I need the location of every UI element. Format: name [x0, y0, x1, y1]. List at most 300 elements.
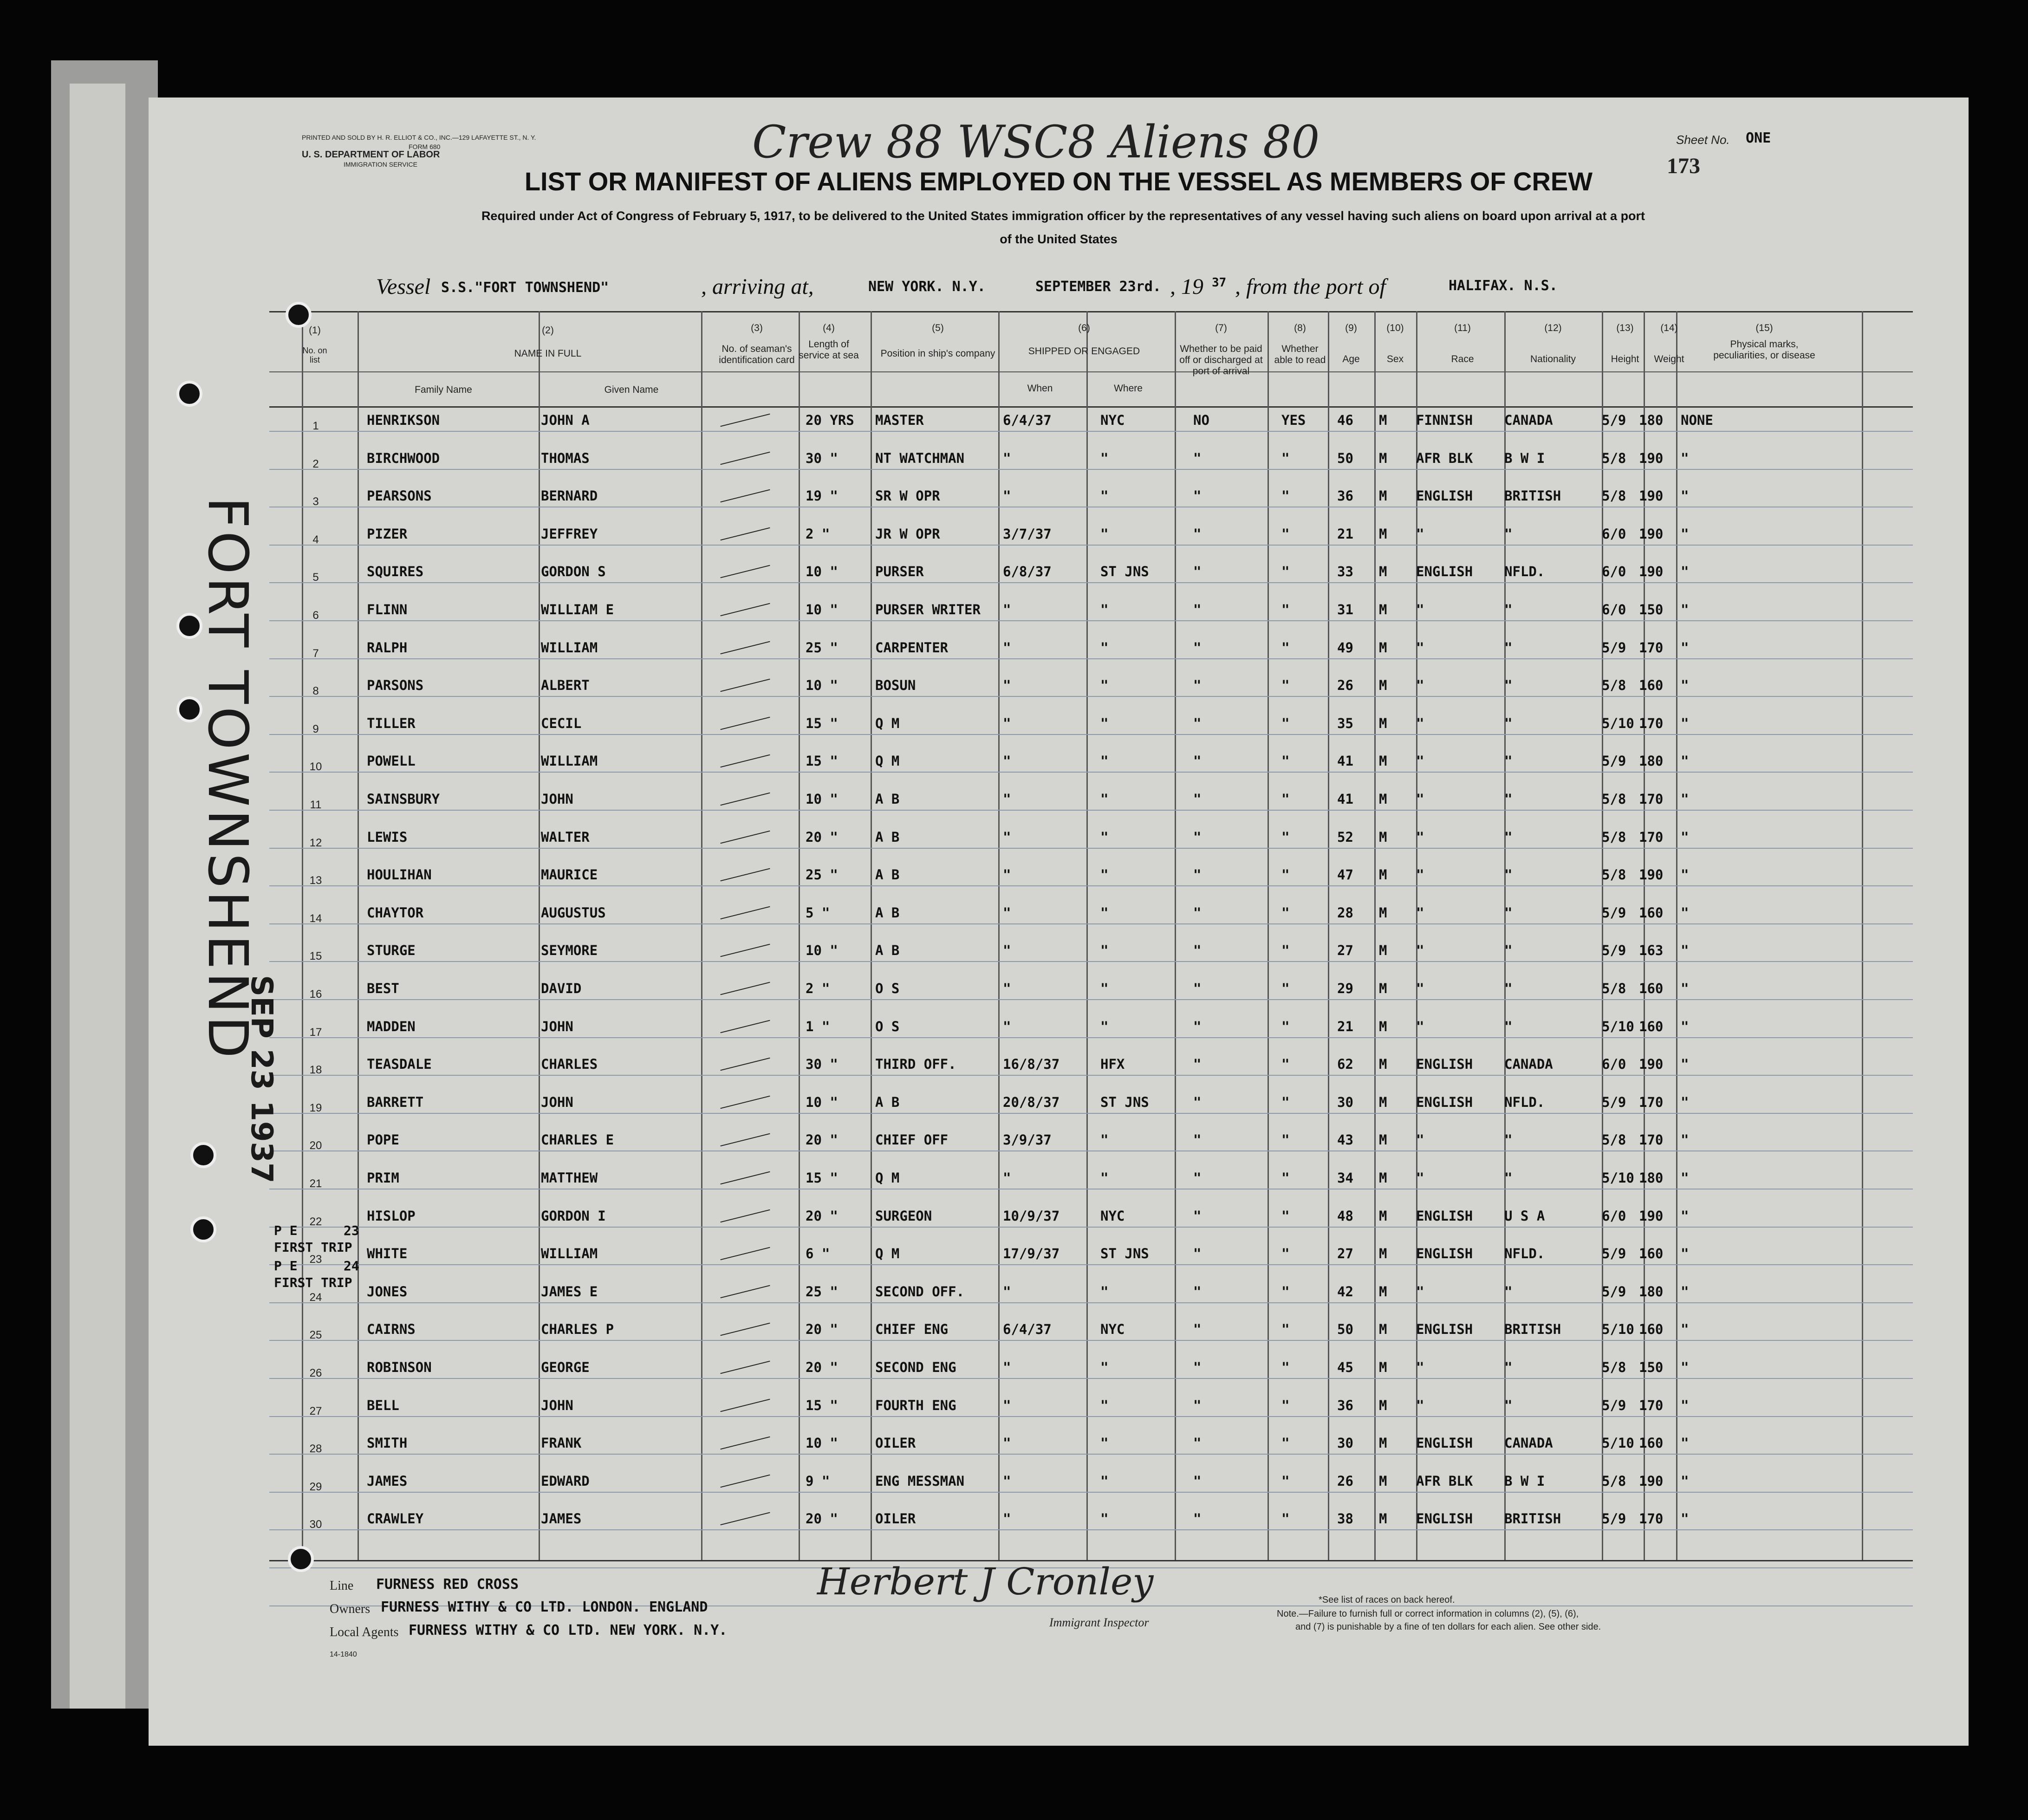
row-number: 16 — [309, 988, 322, 1001]
cell-height: 5/8 — [1602, 1359, 1626, 1375]
cell-marks: " — [1681, 904, 1689, 921]
cell-height: 5/9 — [1602, 412, 1626, 428]
cell-family: BARRETT — [367, 1094, 424, 1110]
cell-service: 25 " — [806, 867, 838, 883]
row-number: 8 — [312, 685, 319, 698]
id-card-mark — [720, 1133, 770, 1147]
inspector-label: Immigrant Inspector — [1049, 1616, 1149, 1629]
cell-age: 27 — [1337, 942, 1353, 959]
col11-header: Race — [1451, 354, 1474, 364]
id-card-mark — [720, 1020, 770, 1033]
cell-sex: M — [1379, 904, 1387, 921]
cell-nationality: " — [1504, 677, 1513, 694]
cell-sex: M — [1379, 1208, 1387, 1224]
cell-read: " — [1281, 715, 1290, 731]
cell-race: " — [1416, 904, 1424, 921]
row-rule — [269, 545, 1913, 546]
cell-read: " — [1281, 942, 1290, 959]
cell-paid: " — [1193, 1511, 1202, 1527]
cell-age: 50 — [1337, 450, 1353, 466]
cell-given: THOMAS — [541, 450, 590, 466]
cell-weight: 160 — [1639, 904, 1664, 921]
cell-age: 29 — [1337, 981, 1353, 996]
cell-given: JAMES — [541, 1511, 582, 1527]
id-card-mark — [720, 414, 770, 427]
id-card-mark — [720, 830, 770, 844]
cell-service: 25 " — [806, 1283, 838, 1300]
cell-family: BELL — [367, 1397, 399, 1413]
cell-family: PIZER — [367, 526, 408, 542]
cell-paid: " — [1193, 1359, 1202, 1375]
cell-where: " — [1100, 677, 1109, 694]
cell-race: " — [1416, 1018, 1424, 1034]
page-title: LIST OR MANIFEST OF ALIENS EMPLOYED ON THE VESSEL AS MEMBERS OF CREW — [524, 167, 1593, 196]
cell-height: 5/10 — [1602, 1170, 1634, 1186]
cell-where: " — [1100, 1359, 1109, 1375]
cell-where: " — [1100, 1473, 1109, 1489]
column-rule — [1086, 311, 1088, 1560]
cell-weight: 163 — [1639, 942, 1664, 959]
cell-race: ENGLISH — [1416, 1208, 1473, 1224]
cell-service: 15 " — [806, 753, 838, 769]
cell-given: WILLIAM — [541, 639, 598, 656]
cell-when: 6/4/37 — [1003, 412, 1052, 428]
cell-paid: " — [1193, 488, 1202, 504]
fine-note-1: Note.—Failure to furnish full or correct information in columns (2), (5), (6), — [1277, 1609, 1579, 1619]
cell-nationality: " — [1504, 639, 1513, 656]
row-rule — [269, 1075, 1913, 1076]
cell-age: 33 — [1337, 564, 1353, 580]
id-card-mark — [720, 944, 770, 957]
cell-height: 5/9 — [1602, 904, 1626, 921]
cell-read: " — [1281, 1170, 1290, 1186]
cell-given: GORDON S — [541, 564, 606, 580]
cell-read: " — [1281, 1132, 1290, 1148]
cell-height: 5/9 — [1602, 753, 1626, 769]
col15-number: (15) — [1755, 323, 1773, 333]
cell-age: 21 — [1337, 526, 1353, 542]
row-number: 22 — [309, 1215, 322, 1228]
cell-age: 21 — [1337, 1018, 1353, 1034]
cell-given: JOHN A — [541, 412, 590, 428]
cell-given: JOHN — [541, 1094, 573, 1110]
cell-when: " — [1003, 1170, 1011, 1186]
cell-weight: 170 — [1639, 791, 1664, 807]
cell-paid: " — [1193, 1435, 1202, 1451]
margin-note-first-trip-24: FIRST TRIP — [274, 1275, 352, 1290]
cell-family: HISLOP — [367, 1208, 416, 1224]
cell-position: THIRD OFF. — [875, 1056, 956, 1072]
cell-age: 47 — [1337, 867, 1353, 883]
col8-header: Whether able to read — [1274, 344, 1326, 365]
where-header: Where — [1114, 383, 1143, 394]
id-card-mark — [720, 641, 770, 654]
cell-height: 5/10 — [1602, 1435, 1634, 1451]
cell-read: " — [1281, 564, 1290, 580]
cell-nationality: NFLD. — [1504, 1246, 1545, 1262]
cell-nationality: CANADA — [1504, 412, 1553, 428]
cell-family: ROBINSON — [367, 1359, 432, 1375]
cell-service: 19 " — [806, 488, 838, 504]
vessel-name: S.S."FORT TOWNSHEND" — [441, 280, 609, 296]
binder-hole — [288, 1546, 314, 1572]
cell-height: 5/8 — [1602, 829, 1626, 845]
cell-age: 62 — [1337, 1056, 1353, 1072]
cell-position: Q M — [875, 1170, 900, 1186]
margin-note-num-23: 23 — [344, 1223, 359, 1238]
cell-read: " — [1281, 1397, 1290, 1413]
cell-position: SR W OPR — [875, 488, 940, 504]
cell-when: 16/8/37 — [1003, 1056, 1060, 1072]
cell-nationality: " — [1504, 829, 1513, 845]
cell-where: ST JNS — [1100, 1094, 1149, 1110]
cell-paid: " — [1193, 564, 1202, 580]
cell-position: A B — [875, 791, 900, 807]
row-rule — [269, 469, 1913, 470]
cell-sex: M — [1379, 1359, 1387, 1375]
cell-service: 30 " — [806, 1056, 838, 1072]
cell-nationality: " — [1504, 1170, 1513, 1186]
cell-paid: " — [1193, 1473, 1202, 1489]
cell-paid: " — [1193, 1132, 1202, 1148]
cell-race: " — [1416, 981, 1424, 996]
cell-height: 6/0 — [1602, 602, 1626, 618]
cell-weight: 190 — [1639, 1056, 1664, 1072]
cell-where: " — [1100, 1018, 1109, 1034]
cell-sex: M — [1379, 1283, 1387, 1300]
cell-sex: M — [1379, 1094, 1387, 1110]
cell-service: 20 " — [806, 829, 838, 845]
cell-sex: M — [1379, 1018, 1387, 1034]
col6-number: (6) — [1078, 323, 1090, 333]
cell-nationality: " — [1504, 602, 1513, 618]
cell-sex: M — [1379, 1511, 1387, 1527]
row-number: 24 — [309, 1291, 322, 1304]
col3-header: No. of seaman's identification card — [719, 344, 795, 365]
column-rule — [871, 311, 872, 1560]
cell-service: 15 " — [806, 1170, 838, 1186]
cell-height: 5/9 — [1602, 639, 1626, 656]
cell-service: 10 " — [806, 602, 838, 618]
agents-value: FURNESS WITHY & CO LTD. NEW YORK. N.Y. — [409, 1622, 728, 1638]
cell-marks: " — [1681, 715, 1689, 731]
binder-hole — [190, 1216, 216, 1242]
row-number: 29 — [309, 1480, 322, 1493]
id-card-mark — [720, 1398, 770, 1412]
cell-family: RALPH — [367, 639, 408, 656]
cell-when: " — [1003, 450, 1011, 466]
cell-read: " — [1281, 1018, 1290, 1034]
col6-header: SHIPPED OR ENGAGED — [1028, 346, 1140, 357]
cell-height: 5/10 — [1602, 1018, 1634, 1034]
cell-service: 25 " — [806, 639, 838, 656]
id-card-mark — [720, 982, 770, 995]
cell-sex: M — [1379, 981, 1387, 996]
cell-height: 5/10 — [1602, 715, 1634, 731]
row-number: 21 — [309, 1177, 322, 1190]
cell-service: 20 " — [806, 1359, 838, 1375]
cell-weight: 170 — [1639, 1397, 1664, 1413]
cell-weight: 180 — [1639, 1170, 1664, 1186]
cell-when: " — [1003, 867, 1011, 883]
cell-read: " — [1281, 867, 1290, 883]
cell-sex: M — [1379, 564, 1387, 580]
binder-hole — [286, 302, 312, 328]
cell-given: AUGUSTUS — [541, 904, 606, 921]
cell-read: " — [1281, 1473, 1290, 1489]
arrival-date: SEPTEMBER 23rd. — [1035, 279, 1161, 295]
cell-height: 5/9 — [1602, 942, 1626, 959]
cell-read: " — [1281, 639, 1290, 656]
cell-family: POPE — [367, 1132, 399, 1148]
cell-age: 36 — [1337, 1397, 1353, 1413]
cell-given: CECIL — [541, 715, 582, 731]
cell-service: 10 " — [806, 791, 838, 807]
cell-marks: " — [1681, 1246, 1689, 1262]
cell-where: " — [1100, 1511, 1109, 1527]
cell-when: " — [1003, 488, 1011, 504]
column-rule — [998, 311, 1000, 1560]
cell-sex: M — [1379, 1397, 1387, 1413]
cell-read: " — [1281, 1094, 1290, 1110]
cell-marks: " — [1681, 677, 1689, 694]
cell-when: " — [1003, 981, 1011, 996]
row-number: 30 — [309, 1518, 322, 1531]
cell-given: CHARLES — [541, 1056, 598, 1072]
cell-race: " — [1416, 829, 1424, 845]
cell-race: FINNISH — [1416, 412, 1473, 428]
cell-sex: M — [1379, 450, 1387, 466]
cell-paid: " — [1193, 791, 1202, 807]
owners-label: Owners — [330, 1602, 370, 1616]
col1-header: No. on list — [302, 346, 327, 364]
cell-marks: " — [1681, 450, 1689, 466]
cell-age: 36 — [1337, 488, 1353, 504]
cell-height: 5/9 — [1602, 1397, 1626, 1413]
id-card-mark — [720, 527, 770, 541]
cell-age: 30 — [1337, 1435, 1353, 1451]
col14-header: Weight — [1654, 354, 1684, 364]
cell-read: " — [1281, 526, 1290, 542]
sheet-label: Sheet No. — [1676, 133, 1730, 147]
margin-note-num-24: 24 — [344, 1258, 359, 1274]
cell-sex: M — [1379, 867, 1387, 883]
table-top-rule — [269, 311, 1913, 312]
cell-age: 26 — [1337, 677, 1353, 694]
cell-marks: " — [1681, 1283, 1689, 1300]
cell-read: " — [1281, 1435, 1290, 1451]
cell-family: BIRCHWOOD — [367, 450, 440, 466]
cell-age: 45 — [1337, 1359, 1353, 1375]
cell-marks: " — [1681, 1473, 1689, 1489]
cell-service: 15 " — [806, 1397, 838, 1413]
year-prefix: , 19 — [1170, 274, 1203, 299]
cell-marks: NONE — [1681, 412, 1713, 428]
cell-read: " — [1281, 753, 1290, 769]
cell-age: 42 — [1337, 1283, 1353, 1300]
cell-where: NYC — [1100, 1208, 1125, 1224]
cell-weight: 190 — [1639, 1473, 1664, 1489]
cell-family: LEWIS — [367, 829, 408, 845]
cell-read: " — [1281, 1246, 1290, 1262]
cell-position: Q M — [875, 715, 900, 731]
agents-label: Local Agents — [330, 1625, 399, 1639]
cell-read: " — [1281, 981, 1290, 996]
margin-note-pe-23: P E — [274, 1223, 298, 1238]
printer-line: PRINTED AND SOLD BY H. R. ELLIOT & CO., INC.—129 LAFAYETTE ST., N. Y. — [302, 134, 536, 141]
cell-marks: " — [1681, 829, 1689, 845]
cell-when: 17/9/37 — [1003, 1246, 1060, 1262]
cell-family: WHITE — [367, 1246, 408, 1262]
cell-family: PARSONS — [367, 677, 424, 694]
cell-position: CHIEF OFF — [875, 1132, 949, 1148]
cell-read: " — [1281, 450, 1290, 466]
form-code: 14-1840 — [330, 1651, 357, 1658]
cell-position: SECOND ENG — [875, 1359, 956, 1375]
cell-weight: 190 — [1639, 450, 1664, 466]
cell-weight: 180 — [1639, 412, 1664, 428]
cell-given: JAMES E — [541, 1283, 598, 1300]
cell-when: " — [1003, 942, 1011, 959]
col10-number: (10) — [1386, 323, 1404, 333]
cell-given: WILLIAM E — [541, 602, 614, 618]
cell-nationality: BRITISH — [1504, 488, 1561, 504]
id-card-mark — [720, 1247, 770, 1261]
cell-when: " — [1003, 602, 1011, 618]
cell-paid: " — [1193, 904, 1202, 921]
cell-marks: " — [1681, 791, 1689, 807]
cell-weight: 180 — [1639, 753, 1664, 769]
cell-when: " — [1003, 1511, 1011, 1527]
binder-hole — [190, 1142, 216, 1168]
row-number: 13 — [309, 874, 322, 887]
cell-when: " — [1003, 639, 1011, 656]
cell-position: CARPENTER — [875, 639, 949, 656]
cell-family: STURGE — [367, 942, 416, 959]
cell-marks: " — [1681, 1435, 1689, 1451]
arriving-label: , arriving at, — [701, 274, 814, 299]
cell-race: ENGLISH — [1416, 1321, 1473, 1338]
cell-read: " — [1281, 488, 1290, 504]
col11-number: (11) — [1454, 323, 1471, 333]
cell-race: " — [1416, 753, 1424, 769]
cell-read: " — [1281, 677, 1290, 694]
row-rule — [269, 1227, 1913, 1228]
cell-sex: M — [1379, 412, 1387, 428]
form-number: FORM 680 — [409, 143, 441, 150]
subtitle: Required under Act of Congress of February 5, 1917, to be delivered to the United States immigration officer by the representatives of any vessel having such aliens on board upon arrival at a port — [481, 209, 1645, 223]
owners-value: FURNESS WITHY & CO LTD. LONDON. ENGLAND — [381, 1599, 708, 1615]
cell-paid: " — [1193, 450, 1202, 466]
col15-header: Physical marks, peculiarities, or disease — [1713, 339, 1815, 361]
cell-given: WILLIAM — [541, 1246, 598, 1262]
cell-service: 20 " — [806, 1132, 838, 1148]
cell-family: SAINSBURY — [367, 791, 440, 807]
cell-race: ENGLISH — [1416, 488, 1473, 504]
cell-height: 5/8 — [1602, 791, 1626, 807]
row-number: 6 — [312, 609, 319, 622]
row-rule — [269, 1037, 1913, 1038]
line-label: Line — [330, 1579, 354, 1593]
id-card-mark — [720, 1323, 770, 1336]
row-number: 28 — [309, 1443, 322, 1456]
cell-position: FOURTH ENG — [875, 1397, 956, 1413]
cell-position: O S — [875, 1018, 900, 1034]
cell-position: Q M — [875, 753, 900, 769]
row-rule — [269, 1264, 1913, 1265]
cell-where: " — [1100, 753, 1109, 769]
cell-marks: " — [1681, 602, 1689, 618]
column-rule — [1676, 311, 1677, 1560]
cell-age: 30 — [1337, 1094, 1353, 1110]
cell-marks: " — [1681, 526, 1689, 542]
cell-read: " — [1281, 1283, 1290, 1300]
cell-service: 1 " — [806, 1018, 830, 1034]
column-rule — [539, 311, 540, 1560]
cell-paid: " — [1193, 1321, 1202, 1338]
row-rule — [269, 1416, 1913, 1417]
cell-when: 3/7/37 — [1003, 526, 1052, 542]
binder-hole — [176, 381, 202, 407]
cell-position: MASTER — [875, 412, 924, 428]
cell-paid: " — [1193, 1246, 1202, 1262]
cell-paid: " — [1193, 1018, 1202, 1034]
cell-read: " — [1281, 1056, 1290, 1072]
cell-paid: " — [1193, 1170, 1202, 1186]
cell-when: " — [1003, 1397, 1011, 1413]
col13-number: (13) — [1616, 323, 1634, 333]
cell-race: AFR BLK — [1416, 450, 1473, 466]
row-number: 5 — [312, 571, 319, 584]
cell-family: CAIRNS — [367, 1321, 416, 1338]
row-number: 11 — [310, 799, 322, 811]
cell-paid: " — [1193, 602, 1202, 618]
row-rule — [269, 734, 1913, 735]
cell-age: 49 — [1337, 639, 1353, 656]
cell-sex: M — [1379, 677, 1387, 694]
cell-service: 20 " — [806, 1208, 838, 1224]
col13-header: Height — [1611, 354, 1639, 364]
cell-position: O S — [875, 981, 900, 996]
cell-paid: " — [1193, 942, 1202, 959]
col12-header: Nationality — [1530, 354, 1576, 364]
id-card-mark — [720, 1058, 770, 1071]
cell-when: " — [1003, 791, 1011, 807]
cell-height: 6/0 — [1602, 1208, 1626, 1224]
cell-age: 48 — [1337, 1208, 1353, 1224]
cell-family: CHAYTOR — [367, 904, 424, 921]
cell-read: " — [1281, 1208, 1290, 1224]
department: U. S. DEPARTMENT OF LABOR — [302, 150, 440, 160]
cell-nationality: " — [1504, 753, 1513, 769]
cell-read: YES — [1281, 412, 1306, 428]
row-rule — [269, 1492, 1913, 1493]
sheet-number: ONE — [1746, 130, 1771, 146]
cell-age: 27 — [1337, 1246, 1353, 1262]
cell-marks: " — [1681, 1170, 1689, 1186]
row-rule — [269, 620, 1913, 621]
cell-position: A B — [875, 829, 900, 845]
cell-paid: " — [1193, 1056, 1202, 1072]
cell-sex: M — [1379, 1435, 1387, 1451]
cell-given: DAVID — [541, 981, 582, 996]
cell-read: " — [1281, 791, 1290, 807]
cell-nationality: " — [1504, 1283, 1513, 1300]
id-card-mark — [720, 793, 770, 806]
cell-weight: 170 — [1639, 715, 1664, 731]
cell-position: NT WATCHMAN — [875, 450, 965, 466]
row-number: 12 — [309, 836, 322, 849]
